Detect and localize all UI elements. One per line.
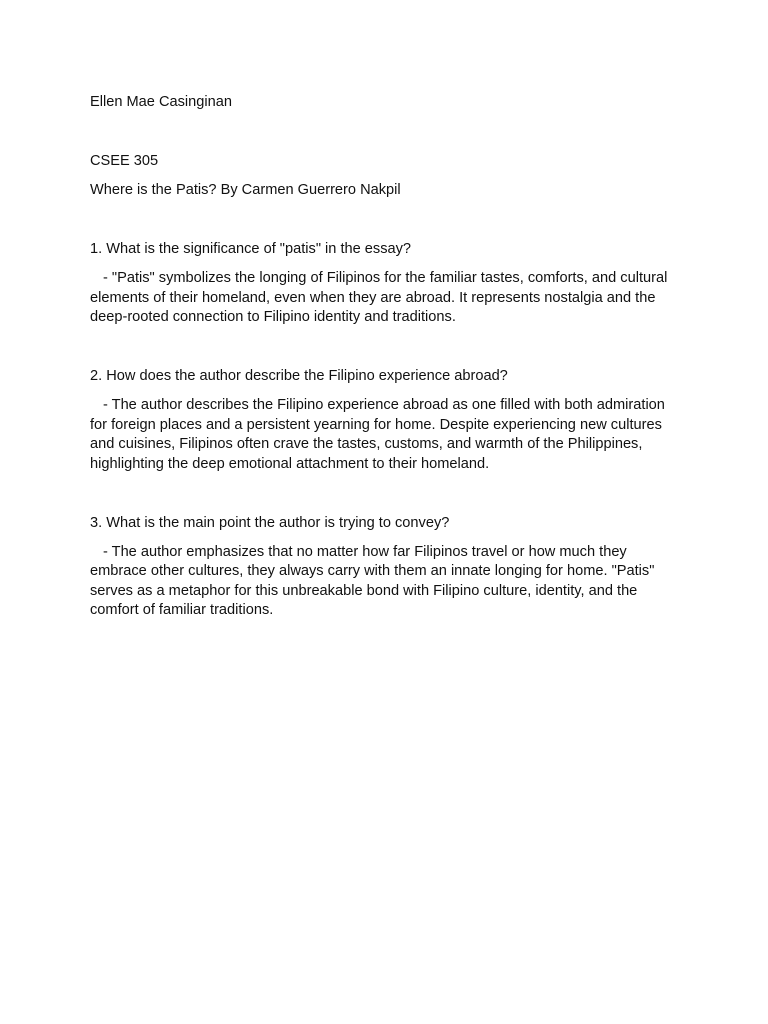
spacer <box>90 474 680 514</box>
answer-1: - "Patis" symbolizes the longing of Filipinos for the familiar tastes, comforts, and cultural elements of their homeland, even when they are abroad. It represents nostalgia and the deep-rooted connection to Filipino identity and traditions. <box>90 270 668 325</box>
answer-2: - The author describes the Filipino experience abroad as one filled with both admiration for foreign places and a persistent yearning for home. Despite experiencing new cultures and cuisines, Filipinos often crave the tastes, customs, and warmth of the Philippines, highlighting the deep emotional attachment to their homeland. <box>90 397 665 472</box>
question-1: 1. What is the significance of "patis" in the essay? <box>90 241 412 257</box>
course-code: CSEE 305 <box>90 153 159 169</box>
qa-item-2 <box>90 367 680 474</box>
answer-3: - The author emphasizes that no matter how far Filipinos travel or how much they embrace other cultures, they always carry with them an innate longing for home. "Patis" serves as a metaphor for this unbreakable bond with Filipino culture, identity, and the comfort of familiar traditions. <box>90 543 655 618</box>
question-3: 3. What is the main point the author is trying to convey? <box>90 514 450 531</box>
spacer <box>90 113 680 153</box>
spacer <box>90 201 680 241</box>
question-2: 2. How does the author describe the Filipino experience abroad? <box>90 368 508 384</box>
qa-item-3 <box>90 514 680 621</box>
qa-item-1 <box>90 240 680 328</box>
document-body <box>90 93 680 621</box>
answer-2-block <box>90 396 680 474</box>
spacer <box>90 328 680 368</box>
essay-title: Where is the Patis? By Carmen Guerrero Nakpil <box>90 182 401 198</box>
spacer <box>90 172 680 182</box>
answer-3-block <box>90 543 680 621</box>
author-name: Ellen Mae Casinginan <box>90 94 232 110</box>
answer-1-block <box>90 269 680 328</box>
